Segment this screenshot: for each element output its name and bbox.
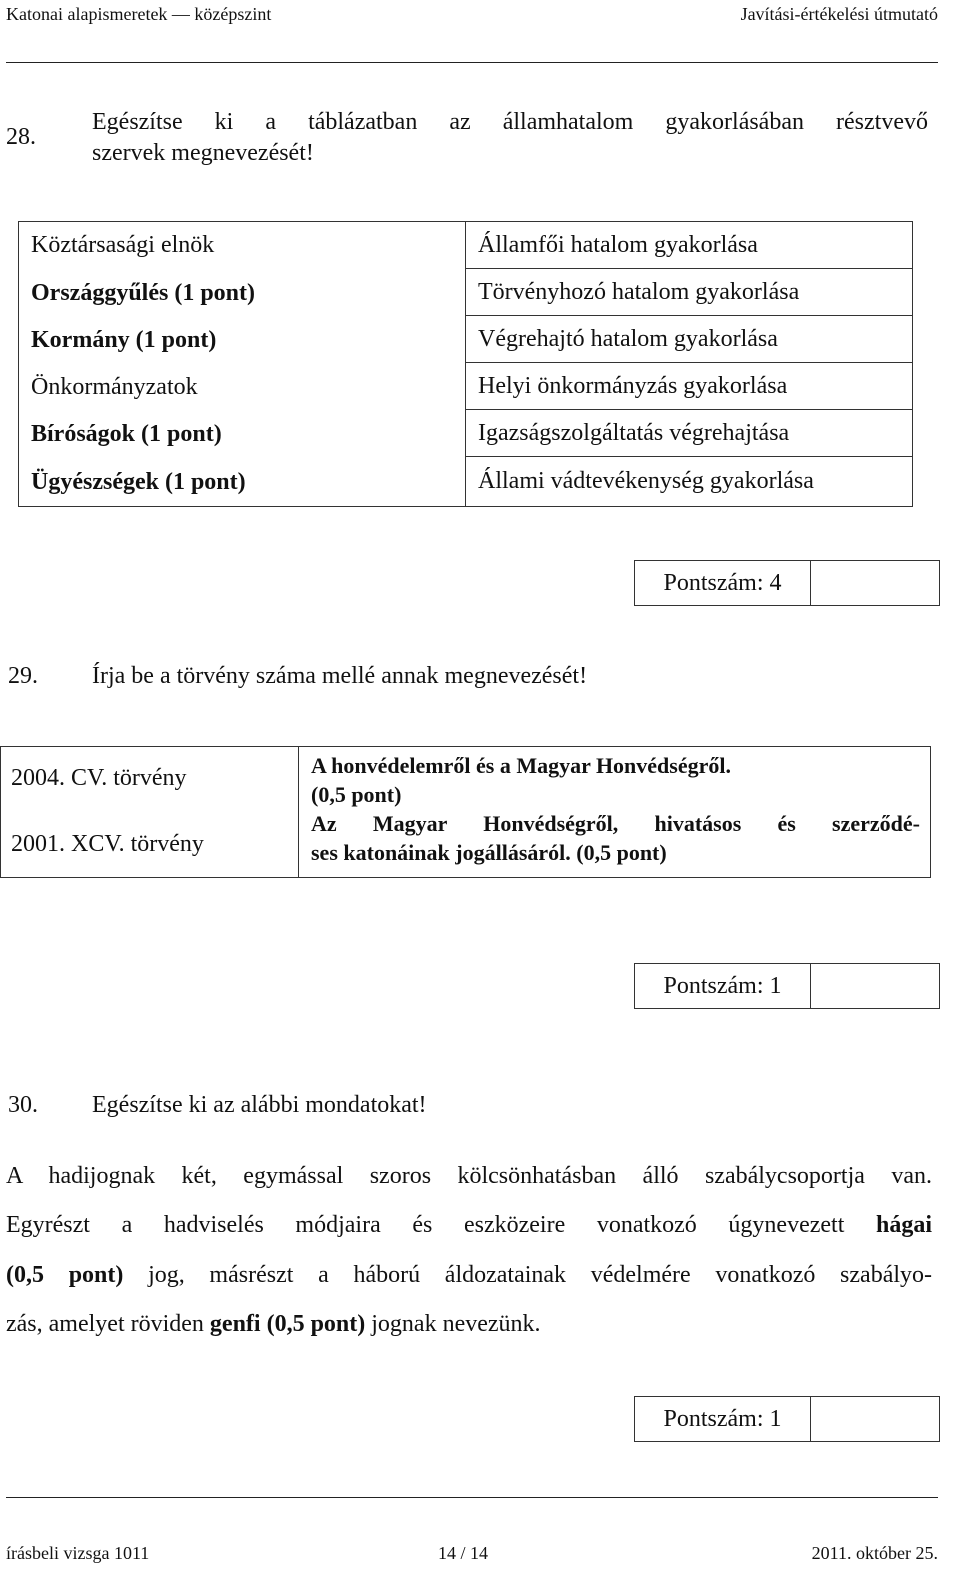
q28-organ-3: Kormány (1 pont) — [31, 327, 217, 353]
q28-organ-column — [19, 222, 466, 506]
q30-paragraph-line2 — [6, 1201, 932, 1250]
q28-organ-2: Országgyűlés (1 pont) — [31, 280, 255, 306]
q28-text-line1: Egészítse ki a táblázatban az államhatalom gyakorlásában résztvevő — [92, 109, 928, 135]
q29-answer-line3: Az Magyar Honvédségről, hivatásos és szerződé- — [311, 811, 920, 836]
footer-right: 2011. október 25. — [811, 1543, 938, 1563]
q29-answer-line1: A honvédelemről és a Magyar Honvédségről. — [311, 753, 731, 778]
q29-score-label: Pontszám: 1 — [635, 964, 811, 1008]
q30-score-label: Pontszám: 1 — [635, 1397, 811, 1441]
q29-score-box — [634, 963, 940, 1009]
q28-organ-6: Ügyészségek (1 pont) — [31, 469, 246, 495]
q28-text-line2: szervek megnevezését! — [92, 140, 314, 166]
q30-answer-hagai: hágai — [875, 1212, 932, 1238]
q28-function-4: Helyi önkormányzás gyakorlása — [466, 363, 912, 410]
q29-table — [0, 746, 931, 878]
q28-score-box — [634, 560, 940, 606]
q29-law-column — [1, 747, 299, 877]
q29-answer — [311, 751, 920, 867]
q30-line3-text: jog, másrészt a háború áldozatainak védelmére vonatkozó szabályo- — [123, 1262, 933, 1288]
q29-number: 29. — [8, 663, 38, 689]
q30-line4-text-a: zás, amelyet röviden — [6, 1311, 210, 1337]
q30-line2-text: Egyrészt a hadviselés módjaira és eszközeire vonatkozó úgynevezett — [6, 1212, 876, 1238]
footer-rule — [6, 1497, 938, 1498]
q28-function-6: Állami vádtevékenység gyakorlása — [478, 468, 814, 494]
footer-left: írásbeli vizsga 1011 — [6, 1543, 150, 1563]
q30-answer-genfi: genfi (0,5 pont) — [209, 1311, 366, 1337]
q30-paragraph-line1: A hadijognak két, egymással szoros kölcsönhatásban álló szabálycsoportja van. — [6, 1163, 932, 1189]
q29-law-1: 2004. CV. törvény — [11, 765, 187, 791]
q28-organ-4: Önkormányzatok — [31, 374, 198, 400]
q29-text: Írja be a törvény száma mellé annak megnevezését! — [92, 663, 588, 689]
q30-text: Egészítse ki az alábbi mondatokat! — [92, 1092, 427, 1118]
q28-function-column — [466, 222, 912, 506]
header-left: Katonai alapismeretek — középszint — [6, 4, 272, 24]
q30-paragraph-line3 — [6, 1251, 932, 1300]
header-right: Javítási-értékelési útmutató — [740, 4, 938, 24]
q29-answer-line4: ses katonáinak jogállásáról. (0,5 pont) — [311, 840, 667, 865]
footer-center: 14 / 14 — [438, 1543, 489, 1563]
q30-paragraph-line4 — [6, 1300, 932, 1349]
q30-score-box — [634, 1396, 940, 1442]
q28-function-2: Törvényhozó hatalom gyakorlása — [466, 269, 912, 316]
header-rule — [6, 62, 938, 63]
q30-number: 30. — [8, 1092, 38, 1118]
q28-function-3: Végrehajtó hatalom gyakorlása — [466, 316, 912, 363]
q30-answer-hagai-points: (0,5 pont) — [6, 1262, 124, 1288]
q28-table — [18, 221, 913, 507]
q28-number: 28. — [6, 124, 36, 150]
q29-answer-line2: (0,5 pont) — [311, 782, 402, 807]
q28-organ-1: Köztársasági elnök — [31, 232, 215, 258]
q28-score-label: Pontszám: 4 — [635, 561, 811, 605]
q28-organ-5: Bíróságok (1 pont) — [31, 421, 222, 447]
q28-function-1: Államfői hatalom gyakorlása — [466, 222, 912, 269]
q28-function-5: Igazságszolgáltatás végrehajtása — [466, 410, 912, 457]
q29-law-2: 2001. XCV. törvény — [11, 831, 204, 857]
q30-line4-text-b: jognak nevezünk. — [365, 1311, 541, 1337]
